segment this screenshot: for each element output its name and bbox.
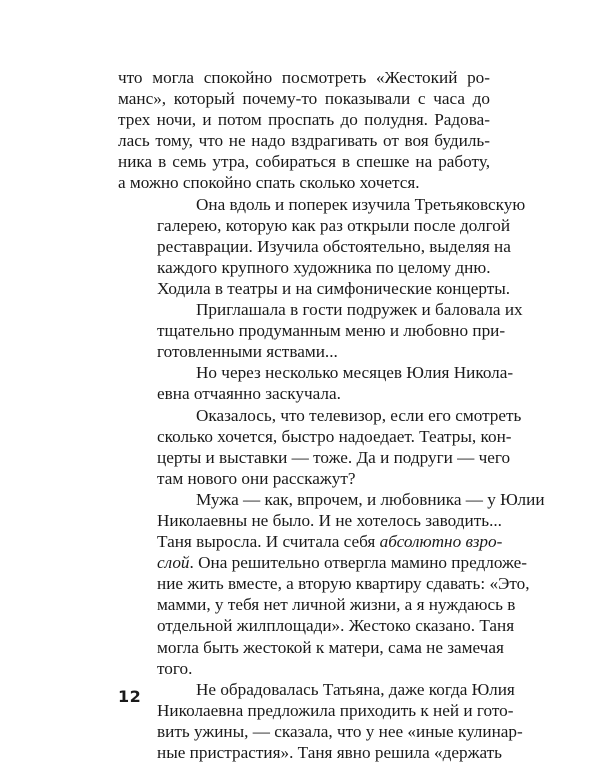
text-line: ние жить вместе, а вторую квартиру сдавать: «Это, [157,574,530,594]
text-line: вить ужины, — сказала, что у нее «иные кулинар- [157,721,523,741]
text-run: . Она решительно отвергла мамино предложе- [189,553,527,573]
text-line: тщательно продуманным меню и любовно при- [157,321,506,341]
paragraph [118,299,523,362]
text-line: сколько хочется, быстро надоедает. Театры, кон- [157,426,512,446]
text-line: Оказалось, что телевизор, если его смотреть [196,405,522,425]
text-line [118,552,527,573]
paragraph [118,67,490,194]
italic-emphasis: слой [157,553,190,573]
text-line [118,531,503,552]
text-line: там нового они расскажут? [157,468,356,488]
text-line: Приглашала в гости подружек и баловала их [196,300,523,320]
text-line: ные пристрастия». Таня явно решила «держать [157,743,502,762]
text-line: ника в семь утра, собираться в спешке на работу, [118,152,490,172]
text-line: галерею, которую как раз открыли после долгой [157,215,511,235]
paragraph [118,194,526,299]
text-line: Ходила в театры и на симфонические концерты. [157,278,511,298]
text-line: евна отчаянно заскучала. [157,384,341,404]
text-line: Николаевны не было. И не хотелось заводить... [157,510,502,530]
text-line: мамми, у тебя нет личной жизни, а я нуждаюсь в [157,595,516,615]
text-line: готовленными яствами... [157,342,338,362]
text-line: а можно спокойно спать сколько хочется. [118,173,420,193]
paragraph [118,362,514,404]
text-line: трех ночи, и потом проспать до полудня. Радова- [118,110,490,130]
text-line: лась тому, что не надо вздрагивать от воя будиль- [118,131,490,151]
text-line: Но через несколько месяцев Юлия Никола- [196,363,514,383]
text-line: того. [157,658,193,678]
italic-emphasis: абсолютно взро- [379,532,503,552]
paragraph [118,679,523,763]
body-text [118,67,545,763]
text-line: что могла спокойно посмотреть «Жестокий ро- [118,68,490,87]
text-run: Таня выросла. И считала себя [157,532,380,552]
text-line: Она вдоль и поперек изучила Третьяковскую [196,194,526,214]
paragraph [118,489,545,679]
page-number: 12 [118,687,142,706]
text-line: реставрации. Изучила обстоятельно, выделяя на [157,236,511,256]
text-line: Не обрадовалась Татьяна, даже когда Юлия [196,679,515,699]
text-line: Николаевна предложила приходить к ней и гото- [157,700,514,720]
text-line: церты и выставки — тоже. Да и подруги — чего [157,447,511,467]
text-line: отдельной жилплощади». Жестоко сказано. Таня [157,616,515,636]
text-line: манс», который почему-то показывали с часа до [118,89,490,109]
text-line: Мужа — как, впрочем, и любовника — у Юлии [196,489,545,509]
text-line: могла быть жестокой к матери, сама не замечая [157,637,504,657]
paragraph [118,405,522,489]
text-line: каждого крупного художника по целому дню. [157,257,491,277]
